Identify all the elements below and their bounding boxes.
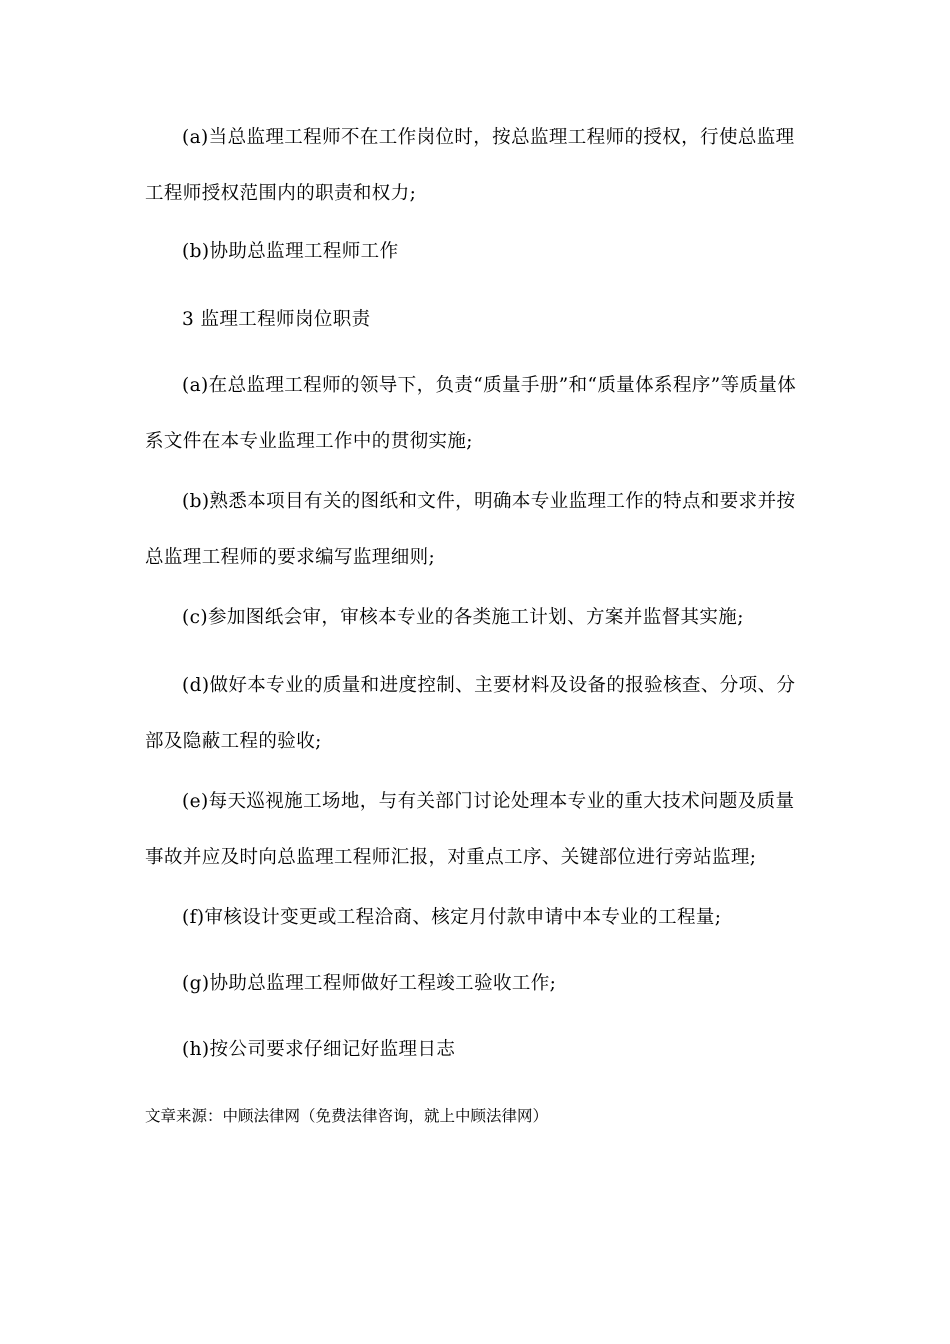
section-heading-engineer-duties: 3 监理工程师岗位职责 [182, 309, 371, 330]
source-note: 文章来源：中顾法律网（免费法律咨询，就上中顾法律网） [145, 1107, 549, 1125]
paragraph-d-quality-control: (d)做好本专业的质量和进度控制、主要材料及设备的报验核查、分项、分部及隐蔽工程的验收; [145, 675, 796, 752]
paragraph-f-design-change: (f)审核设计变更或工程洽商、核定月付款申请中本专业的工程量; [182, 907, 722, 928]
paragraph-a-deputy-duties: (a)当总监理工程师不在工作岗位时，按总监理工程师的授权，行使总监理工程师授权范围内的职责和权力; [145, 127, 795, 204]
paragraph-c-review: (c)参加图纸会审，审核本专业的各类施工计划、方案并监督其实施; [182, 607, 744, 628]
paragraph-g-acceptance: (g)协助总监理工程师做好工程竣工验收工作; [182, 973, 557, 994]
paragraph-h-log: (h)按公司要求仔细记好监理日志 [182, 1039, 456, 1060]
paragraph-e-inspection: (e)每天巡视施工场地，与有关部门讨论处理本专业的重大技术问题及质量事故并应及时向总监理工程师汇报，对重点工序、关键部位进行旁站监理; [145, 791, 795, 868]
paragraph-b-assist: (b)协助总监理工程师工作 [182, 241, 399, 262]
paragraph-b-drawings: (b)熟悉本项目有关的图纸和文件，明确本专业监理工作的特点和要求并按总监理工程师的要求编写监理细则; [145, 491, 796, 568]
paragraph-a-quality-system: (a)在总监理工程师的领导下，负责“质量手册”和“质量体系程序”等质量体系文件在本专业监理工作中的贯彻实施; [145, 375, 797, 452]
